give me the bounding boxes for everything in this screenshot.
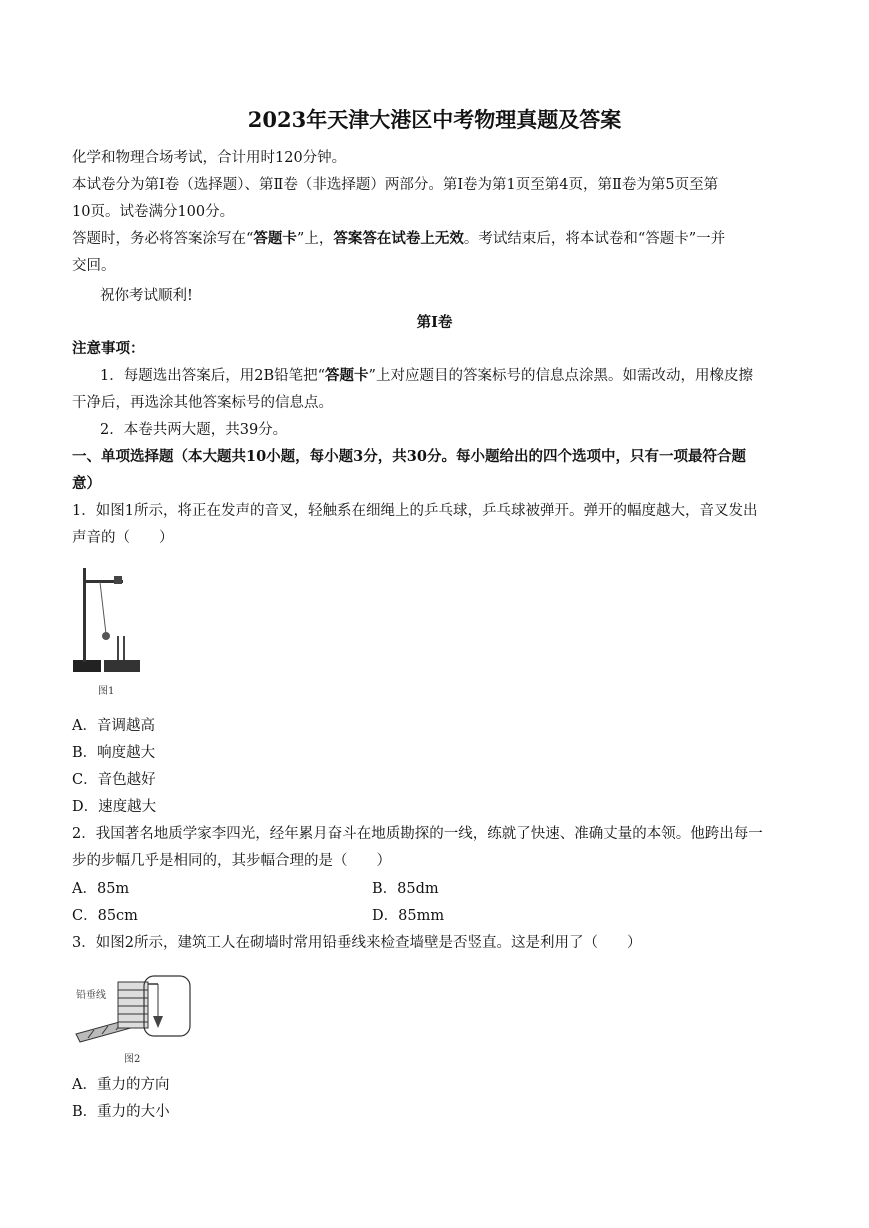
q3-stem: 3．如图2所示，建筑工人在砌墙时常用铅垂线来检查墙壁是否竖直。这是利用了（ ） — [72, 935, 642, 951]
q3-option-b: B．重力的大小 — [72, 1104, 170, 1120]
notice-item-1 — [100, 364, 753, 385]
q2-option-a: A．85m — [72, 881, 130, 897]
q1-stem-cont: 声音的（ ） — [72, 530, 174, 546]
figure-1-caption: 图1 — [98, 686, 115, 697]
answer-card-emphasis: 答题卡 — [253, 230, 297, 247]
q3-option-a: A．重力的方向 — [72, 1077, 170, 1093]
figure-2-caption: 图2 — [124, 1054, 141, 1065]
q1-option-c: C．音色越好 — [72, 772, 156, 788]
q1-option-a: A．音调越高 — [72, 718, 155, 734]
q1-option-d: D．速度越大 — [72, 799, 157, 815]
plumb-line-figure — [74, 972, 194, 1044]
intro-line-5: 交回。 — [72, 258, 116, 274]
notice-text: ”上对应题目的答案标号的信息点涂黑。如需改动，用橡皮擦 — [368, 368, 753, 384]
detail-circle — [144, 976, 190, 1036]
tuning-fork-figure — [70, 564, 144, 676]
fork-prong — [123, 636, 125, 660]
q1-option-b: B．响度越大 — [72, 745, 156, 761]
part1-heading-cont: 意） — [72, 475, 101, 492]
stand-base — [73, 660, 101, 672]
notice-text: 1．每题选出答案后，用2B铅笔把“ — [100, 368, 326, 384]
plumb-bob — [153, 1016, 163, 1028]
notice-heading: 注意事项： — [72, 340, 145, 357]
intro-line-1: 化学和物理合场考试，合计用时120分钟。 — [72, 150, 347, 166]
plumb-line-label: 铅垂线 — [76, 990, 106, 1001]
ping-pong-ball — [102, 632, 110, 640]
invalid-answer-emphasis: 答案答在试卷上无效 — [333, 230, 464, 247]
q1-stem: 1．如图1所示，将正在发声的音叉，轻触系在细绳上的乒乓球，乒乓球被弹开。弹开的幅度越大，音叉发出 — [72, 503, 758, 519]
fork-prong — [117, 636, 119, 660]
q2-stem-cont: 步的步幅几乎是相同的，其步幅合理的是（ ） — [72, 853, 391, 869]
q2-option-d: D．85mm — [372, 908, 445, 924]
intro-text: ”上， — [296, 231, 334, 247]
intro-text: 。考试结束后，将本试卷和“答题卡”一并 — [463, 231, 726, 247]
notice-item-1-cont: 干净后，再选涂其他答案标号的信息点。 — [72, 395, 333, 411]
clamp — [114, 576, 122, 584]
intro-line-4 — [72, 227, 725, 248]
q2-option-b: B．85dm — [372, 881, 439, 897]
notice-item-2: 2．本卷共两大题，共39分。 — [100, 422, 288, 438]
q2-option-c: C．85cm — [72, 908, 138, 924]
good-luck-text: 祝你考试顺利! — [100, 288, 193, 304]
q2-stem: 2．我国著名地质学家李四光，经年累月奋斗在地质勘探的一线，练就了快速、准确丈量的本领。他跨出每一 — [72, 826, 763, 842]
resonance-box — [104, 660, 140, 672]
page-title: 2023年天津大港区中考物理真题及答案 — [247, 107, 622, 132]
part1-heading: 一、单项选择题（本大题共10小题，每小题3分，共30分。每小题给出的四个选项中，只有一项最符合题 — [72, 448, 746, 465]
intro-line-3: 10页。试卷满分100分。 — [72, 204, 235, 220]
string — [100, 582, 106, 634]
answer-card-emphasis: 答题卡 — [325, 367, 369, 384]
intro-text: 答题时，务必将答案涂写在“ — [72, 231, 254, 247]
intro-line-2: 本试卷分为第Ⅰ卷（选择题）、第Ⅱ卷（非选择题）两部分。第Ⅰ卷为第1页至第4页，第Ⅱ卷为第5页至第 — [72, 177, 719, 193]
section-title: 第Ⅰ卷 — [416, 314, 453, 331]
